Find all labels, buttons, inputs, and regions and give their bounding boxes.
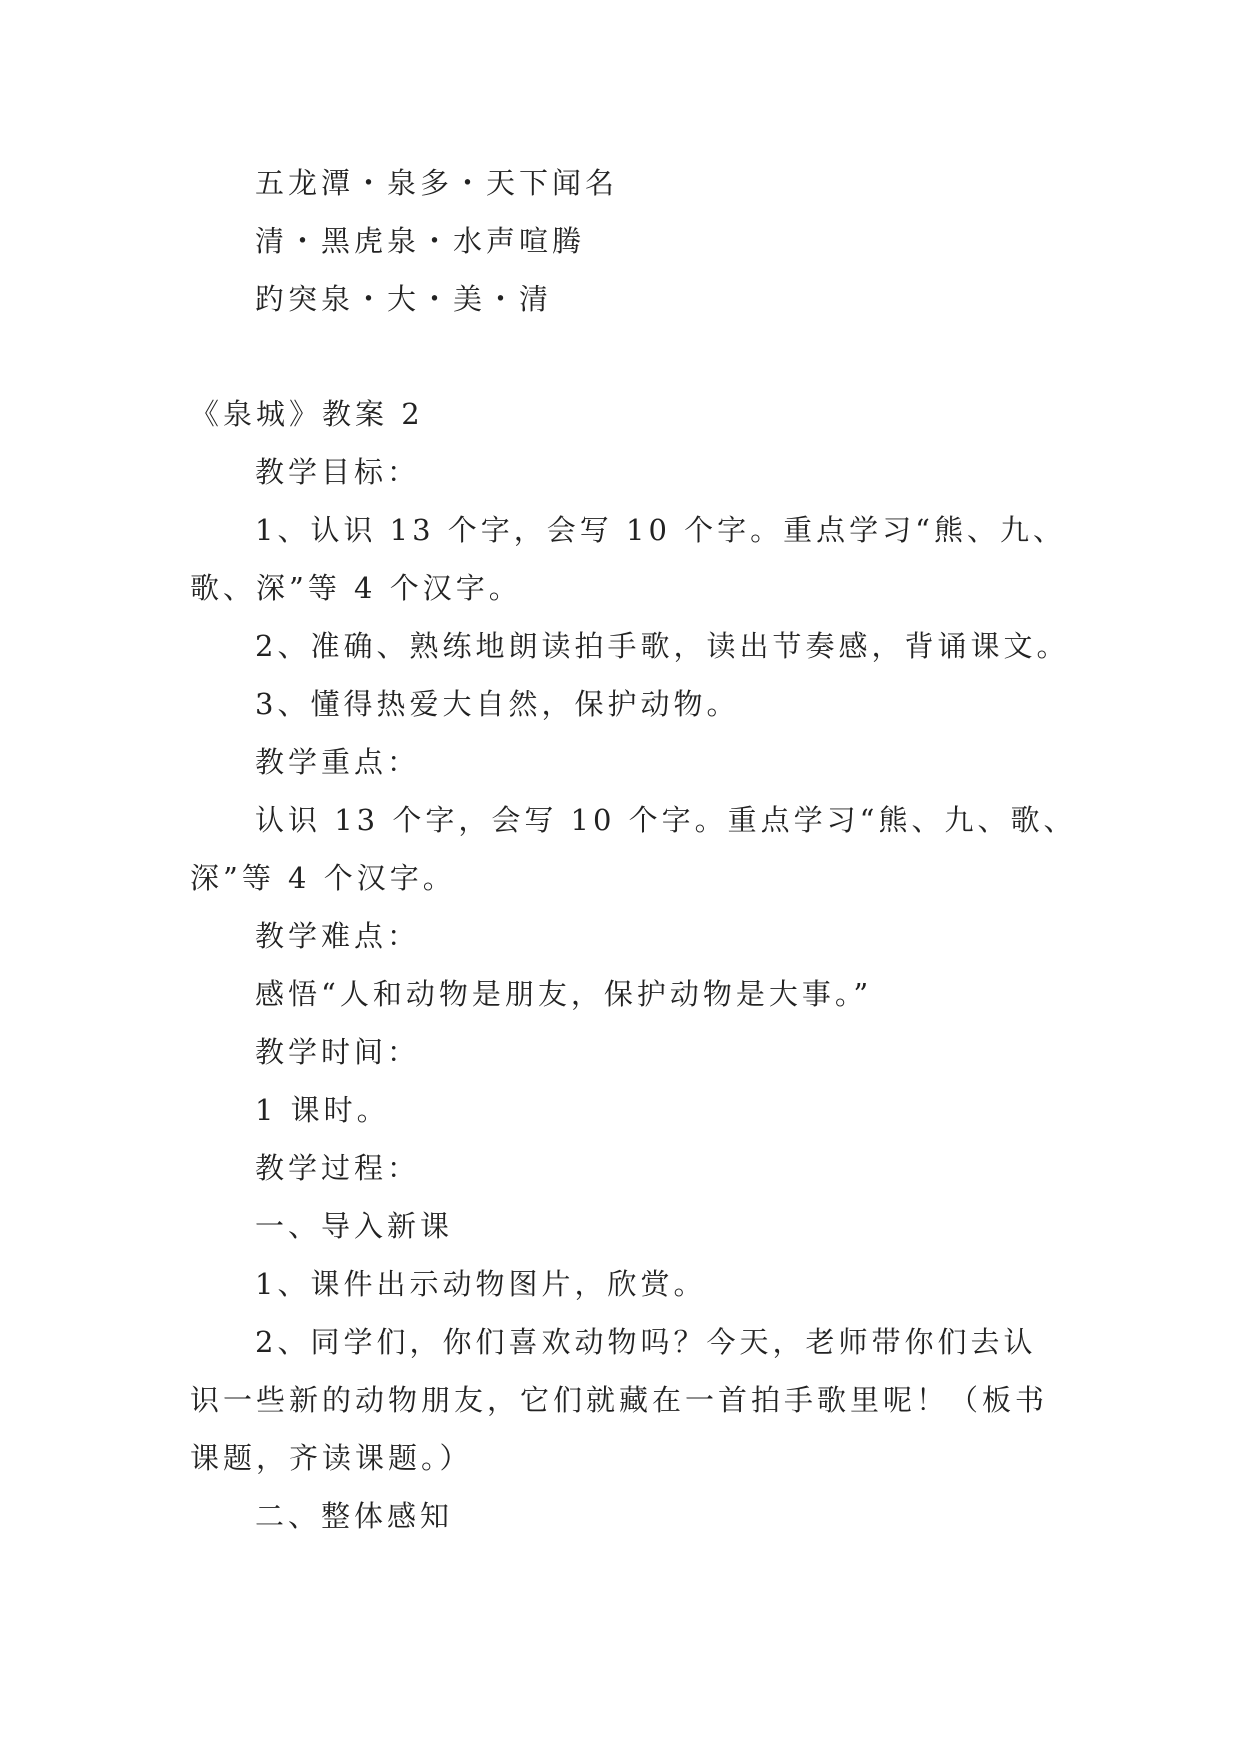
difficulty-text: 感悟“人和动物是朋友，保护动物是大事。”: [255, 977, 873, 1011]
difficulty-heading: 教学难点：: [255, 919, 421, 953]
process-heading: 教学过程：: [255, 1151, 421, 1185]
board-line-1: 五龙潭・泉多・天下闻名: [255, 166, 619, 200]
key-points-line-2: 深”等 4 个汉字。: [190, 861, 456, 895]
goal-1-line-2: 歌、深”等 4 个汉字。: [190, 571, 522, 605]
board-line-2: 清・黑虎泉・水声喧腾: [255, 224, 586, 258]
key-points-line-1: 认识 13 个字，会写 10 个字。重点学习“熊、九、歌、: [255, 803, 1077, 837]
step-2-line-3: 课题，齐读课题。）: [190, 1441, 473, 1475]
goal-2: 2、准确、熟练地朗读拍手歌，读出节奏感，背诵课文。: [255, 629, 1070, 663]
goal-1-line-1: 1、认识 13 个字，会写 10 个字。重点学习“熊、九、: [255, 513, 1066, 547]
goals-heading: 教学目标：: [255, 455, 421, 489]
key-points-heading: 教学重点：: [255, 745, 421, 779]
time-text: 1 课时。: [255, 1093, 390, 1127]
board-line-3: 趵突泉・大・美・清: [255, 282, 553, 316]
step-1: 1、课件出示动物图片，欣赏。: [255, 1267, 707, 1301]
time-heading: 教学时间：: [255, 1035, 421, 1069]
lesson-title: 《泉城》教案 2: [190, 397, 424, 431]
goal-3: 3、懂得热爱大自然，保护动物。: [255, 687, 740, 721]
section-2-heading: 二、整体感知: [255, 1499, 454, 1533]
step-2-line-1: 2、同学们，你们喜欢动物吗？今天，老师带你们去认: [255, 1325, 1037, 1359]
section-1-heading: 一、导入新课: [255, 1209, 454, 1243]
step-2-line-2: 识一些新的动物朋友，它们就藏在一首拍手歌里呢！（板书: [190, 1383, 1049, 1417]
